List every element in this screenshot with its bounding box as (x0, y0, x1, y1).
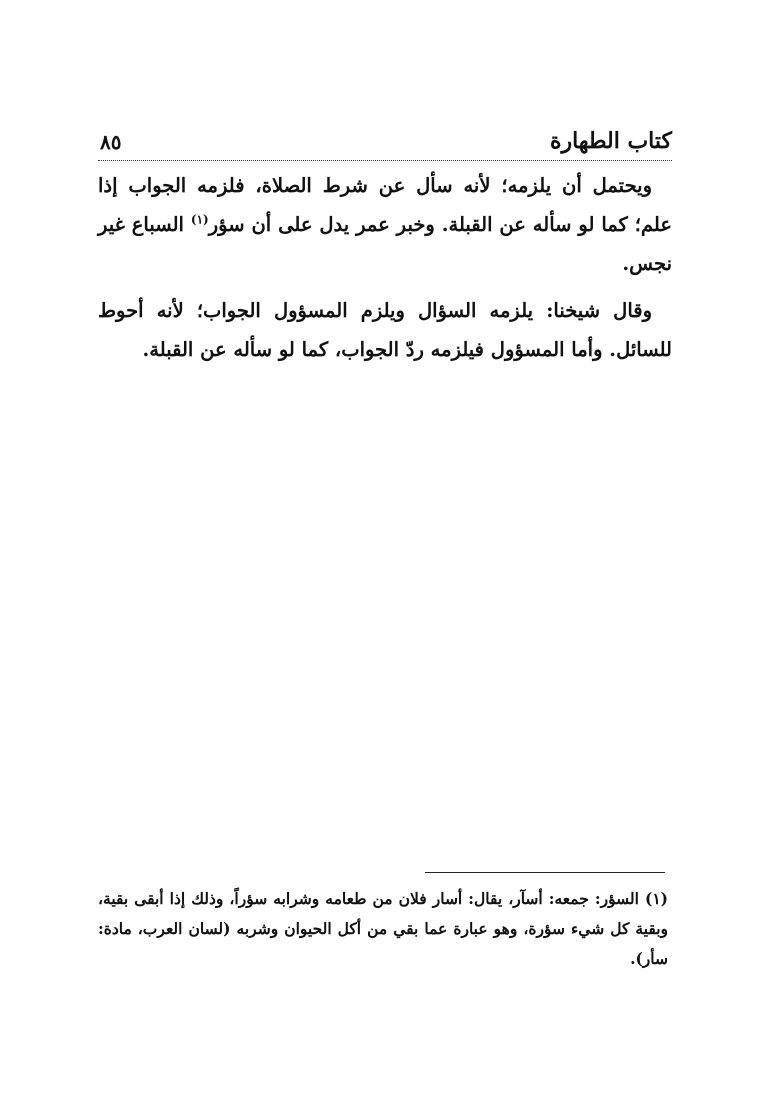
main-text (98, 166, 672, 377)
footnote-reference: (١) (190, 212, 209, 227)
paragraph-1-end: السباع غير نجس. (98, 213, 672, 275)
paragraph-2: وقال شيخنا: يلزمه السؤال ويلزم المسؤول الجواب؛ لأنه أحوط للسائل. وأما المسؤول فيلزمه ردّ الجواب، كما لو سأله عن القبلة. (98, 299, 672, 361)
running-header (98, 128, 672, 161)
footnote-separator (425, 872, 665, 873)
paragraph-1 (98, 166, 672, 283)
paragraph-1-text: ويحتمل أن يلزمه؛ لأنه سأل عن شرط الصلاة، فلزمه الجواب إذا علم؛ كما لو سأله عن القبلة. وخبر عمر يدل على أن سؤر (98, 174, 672, 236)
chapter-title: كتاب الطهارة (549, 128, 672, 154)
footnote-1: (١) السؤر: جمعه: أسآر، يقال: أسار فلان من طعامه وشرابه سؤراً، وذلك إذا أبقى بقية، وبقية كل شيء سؤرة، وهو عبارة عما بقي من أكل الحيوان وشربه (لسان العرب، مادة: سأر). (98, 889, 668, 968)
page-number: ٨٥ (100, 130, 122, 154)
